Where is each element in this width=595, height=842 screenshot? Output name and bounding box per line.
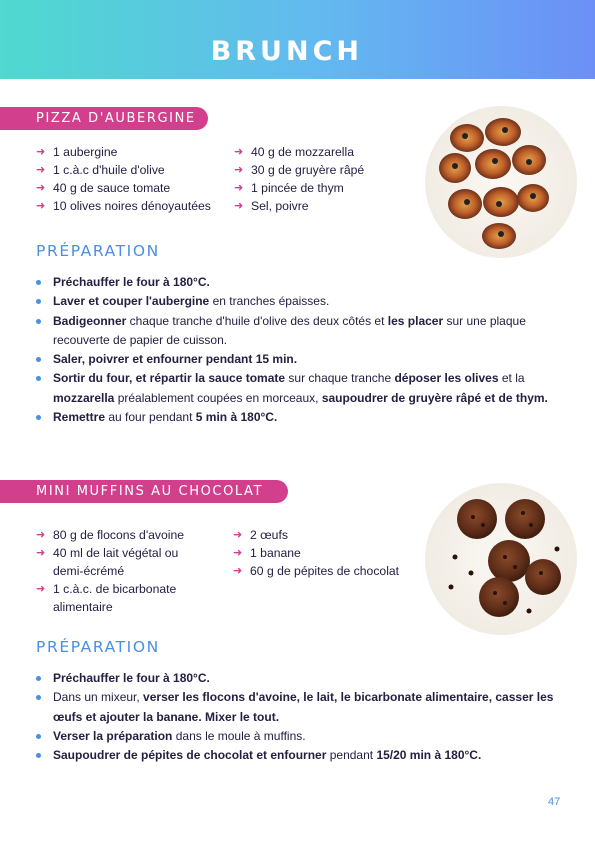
ingredient-item: ➜ 2 œufs xyxy=(233,528,288,542)
bullet-dot-icon xyxy=(36,734,41,739)
ingredient-item: ➜ 40 g de mozzarella xyxy=(234,145,354,159)
bullet-dot-icon xyxy=(36,299,41,304)
arrow-right-icon: ➜ xyxy=(233,547,243,559)
ingredient-item: ➜ 1 aubergine xyxy=(36,145,118,159)
ingredient-item: ➜ 1 pincée de thym xyxy=(234,181,344,195)
ingredient-item: ➜ 40 ml de lait végétal ou demi-écrémé xyxy=(36,546,179,578)
recipe-title-banner: MINI MUFFINS AU CHOCOLAT xyxy=(0,480,288,503)
arrow-right-icon: ➜ xyxy=(36,529,46,541)
arrow-right-icon: ➜ xyxy=(36,547,46,559)
page-number: 47 xyxy=(548,796,561,808)
preparation-heading: PRÉPARATION xyxy=(36,242,160,260)
ingredient-item: ➜ 80 g de flocons d'avoine xyxy=(36,528,185,542)
arrow-right-icon: ➜ xyxy=(36,200,46,212)
bullet-dot-icon xyxy=(36,376,41,381)
preparation-step: Préchauffer le four à 180°C. xyxy=(36,669,562,688)
recipe-title-banner: PIZZA D'AUBERGINE xyxy=(0,107,208,130)
arrow-right-icon: ➜ xyxy=(234,200,244,212)
arrow-right-icon: ➜ xyxy=(36,146,46,158)
ingredient-item: ➜ 1 c.à.c. de bicarbonate alimentaire xyxy=(36,582,177,614)
arrow-right-icon: ➜ xyxy=(234,164,244,176)
pizza-aubergine-illustration xyxy=(425,106,577,258)
ingredient-list xyxy=(234,143,414,215)
arrow-right-icon: ➜ xyxy=(36,182,46,194)
chocolate-muffins-photo xyxy=(425,483,577,635)
preparation-step: Dans un mixeur, verser les flocons d'avoine, le lait, le bicarbonate alimentaire, casser les œufs et ajouter la banane. Mixer le tout. xyxy=(36,688,562,727)
preparation-step: Remettre au four pendant 5 min à 180°C. xyxy=(36,408,562,427)
preparation-step: Préchauffer le four à 180°C. xyxy=(36,273,562,292)
preparation-step: Sortir du four, et répartir la sauce tomate sur chaque tranche déposer les olives et la mozzarella préalablement coupées en morceaux, saupoudrer de gruyère râpé et de thym. xyxy=(36,369,562,408)
ingredient-item: ➜ 10 olives noires dénoyautées xyxy=(36,199,211,213)
ingredient-list xyxy=(36,143,236,215)
preparation-step: Saupoudrer de pépites de chocolat et enfourner pendant 15/20 min à 180°C. xyxy=(36,746,562,765)
arrow-right-icon: ➜ xyxy=(233,565,243,577)
ingredient-item: ➜ 30 g de gruyère râpé xyxy=(234,163,365,177)
preparation-step: Verser la préparation dans le moule à muffins. xyxy=(36,727,562,746)
ingredient-list xyxy=(233,526,423,580)
ingredient-item: ➜ 60 g de pépites de chocolat xyxy=(233,564,400,578)
pizza-aubergine-photo xyxy=(425,106,577,258)
arrow-right-icon: ➜ xyxy=(234,182,244,194)
bullet-dot-icon xyxy=(36,695,41,700)
preparation-steps xyxy=(36,273,562,427)
preparation-steps xyxy=(36,669,562,765)
page-header xyxy=(0,0,595,79)
arrow-right-icon: ➜ xyxy=(36,583,46,595)
page-title: BRUNCH xyxy=(210,36,363,67)
ingredient-item: ➜ 1 c.à.c d'huile d'olive xyxy=(36,163,165,177)
preparation-step: Laver et couper l'aubergine en tranches épaisses. xyxy=(36,292,562,311)
chocolate-muffins-illustration xyxy=(425,483,577,635)
arrow-right-icon: ➜ xyxy=(234,146,244,158)
arrow-right-icon: ➜ xyxy=(36,164,46,176)
preparation-step: Badigeonner chaque tranche d'huile d'olive des deux côtés et les placer sur une plaque recouverte de papier de cuisson. xyxy=(36,312,562,351)
ingredient-item: ➜ Sel, poivre xyxy=(234,199,309,213)
bullet-dot-icon xyxy=(36,357,41,362)
ingredient-item: ➜ 1 banane xyxy=(233,546,301,560)
ingredient-list xyxy=(36,526,206,616)
ingredient-item: ➜ 40 g de sauce tomate xyxy=(36,181,171,195)
arrow-right-icon: ➜ xyxy=(233,529,243,541)
bullet-dot-icon xyxy=(36,319,41,324)
bullet-dot-icon xyxy=(36,280,41,285)
bullet-dot-icon xyxy=(36,676,41,681)
preparation-step: Saler, poivrer et enfourner pendant 15 min. xyxy=(36,350,562,369)
bullet-dot-icon xyxy=(36,753,41,758)
bullet-dot-icon xyxy=(36,415,41,420)
preparation-heading: PRÉPARATION xyxy=(36,638,160,656)
